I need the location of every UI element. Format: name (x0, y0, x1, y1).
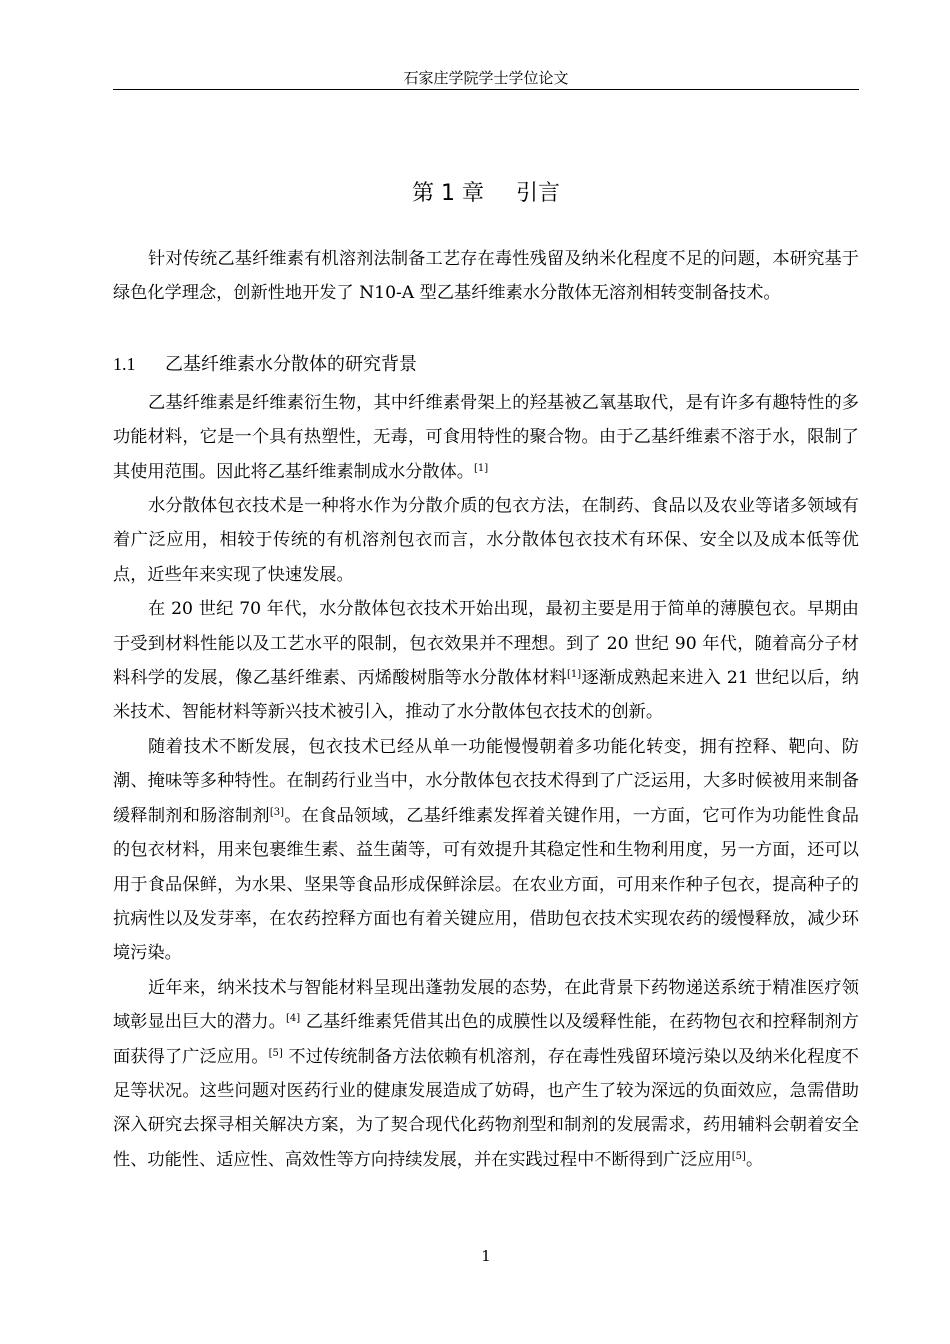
citation: [3] (269, 806, 284, 818)
chapter-title (113, 174, 859, 214)
paragraph-1 (113, 386, 859, 489)
paragraph-text: 。 (745, 1149, 764, 1170)
chapter-name: 引言 (515, 181, 560, 206)
citation: [1] (567, 669, 582, 681)
citation: [5] (731, 1150, 746, 1162)
section-title: 乙基纤维素水分散体的研究背景 (165, 353, 417, 375)
header-rule (113, 89, 859, 90)
section-heading (113, 347, 859, 382)
paragraph-5 (113, 971, 859, 1177)
paragraph-text: 近年来，纳米技术与智能材料呈现出蓬勃发展的态势，在此背景下药物递送系统于精准医疗领域彰显出巨大的潜力。 (113, 977, 859, 1033)
chapter-number: 第 1 章 (412, 181, 484, 206)
paragraph-text: 。在食品领域，乙基纤维素发挥着关键作用，一方面，它可作为功能性食品的包衣材料，用来包裹维生素、益生菌等，可有效提升其稳定性和生物利用度，另一方面，还可以用于食品保鲜，为水果、坚果等食品形成保鲜涂层。在农业方面，可用来作种子包衣，提高种子的抗病性以及发芽率，在农药控释方面也有着关键应用，借助包衣技术实现农药的缓慢释放，减少环境污染。 (113, 805, 859, 964)
paragraph-text: 逐渐成熟起来进入 21 世纪以后，纳米技术、智能材料等新兴技术被引入，推动了水分散体包衣技术的创新。 (113, 668, 859, 723)
paragraph-text: 在 20 世纪 70 年代，水分散体包衣技术开始出现，最初主要是用于简单的薄膜包衣。早期由于受到材料性能以及工艺水平的限制，包衣效果并不理想。到了 20 世纪 90 年代，随着高分子材料科学的发展，像乙基纤维素、丙烯酸树脂等水分散体材料 (113, 599, 859, 689)
intro-paragraph: 针对传统乙基纤维素有机溶剂法制备工艺存在毒性残留及纳米化程度不足的问题，本研究基于绿色化学理念，创新性地开发了 N10-A 型乙基纤维素水分散体无溶剂相转变制备技术。 (113, 249, 859, 304)
page-number: 1 (481, 1247, 491, 1265)
running-header: 石家庄学院学士学位论文 (403, 69, 569, 87)
paragraph-text: 随着技术不断发展，包衣技术已经从单一功能慢慢朝着多功能化转变，拥有控释、靶向、防潮、掩味等多种特性。在制药行业当中，水分散体包衣技术得到了广泛运用，大多时候被用来制备缓释制剂和肠溶制剂 (113, 736, 859, 826)
paragraph-3 (113, 592, 859, 730)
paragraph-text: 乙基纤维素是纤维素衍生物，其中纤维素骨架上的羟基被乙氧基取代，是有许多有趣特性的多功能材料，它是一个具有热塑性，无毒，可食用特性的聚合物。由于乙基纤维素不溶于水，限制了其使用范围。因此将乙基纤维素制成水分散体。 (113, 392, 859, 482)
paragraph-4 (113, 730, 859, 971)
section-number: 1.1 (113, 353, 136, 374)
paragraph-text: 乙基纤维素凭借其出色的成膜性以及缓释性能，在药物包衣和控释制剂方面获得了广泛应用。 (113, 1012, 859, 1067)
body-text (113, 242, 859, 1177)
citation: [4] (285, 1013, 301, 1025)
citation: [5] (268, 1047, 283, 1059)
paragraph-2: 水分散体包衣技术是一种将水作为分散介质的包衣方法，在制药、食品以及农业等诸多领域有着广泛应用，相较于传统的有机溶剂包衣而言，水分散体包衣技术有环保、安全以及成本低等优点，近些年来实现了快速发展。 (113, 496, 859, 585)
citation: [1] (473, 462, 489, 474)
paragraph-text: 不过传统制备方法依赖有机溶剂，存在毒性残留环境污染以及纳米化程度不足等状况。这些问题对医药行业的健康发展造成了妨碍，也产生了较为深远的负面效应，急需借助深入研究去探寻相关解决方案，为了契合现代化药物剂型和制剂的发展需求，药用辅料会朝着安全性、功能性、适应性、高效性等方向持续发展，并在实践过程中不断得到广泛应用 (113, 1046, 859, 1170)
